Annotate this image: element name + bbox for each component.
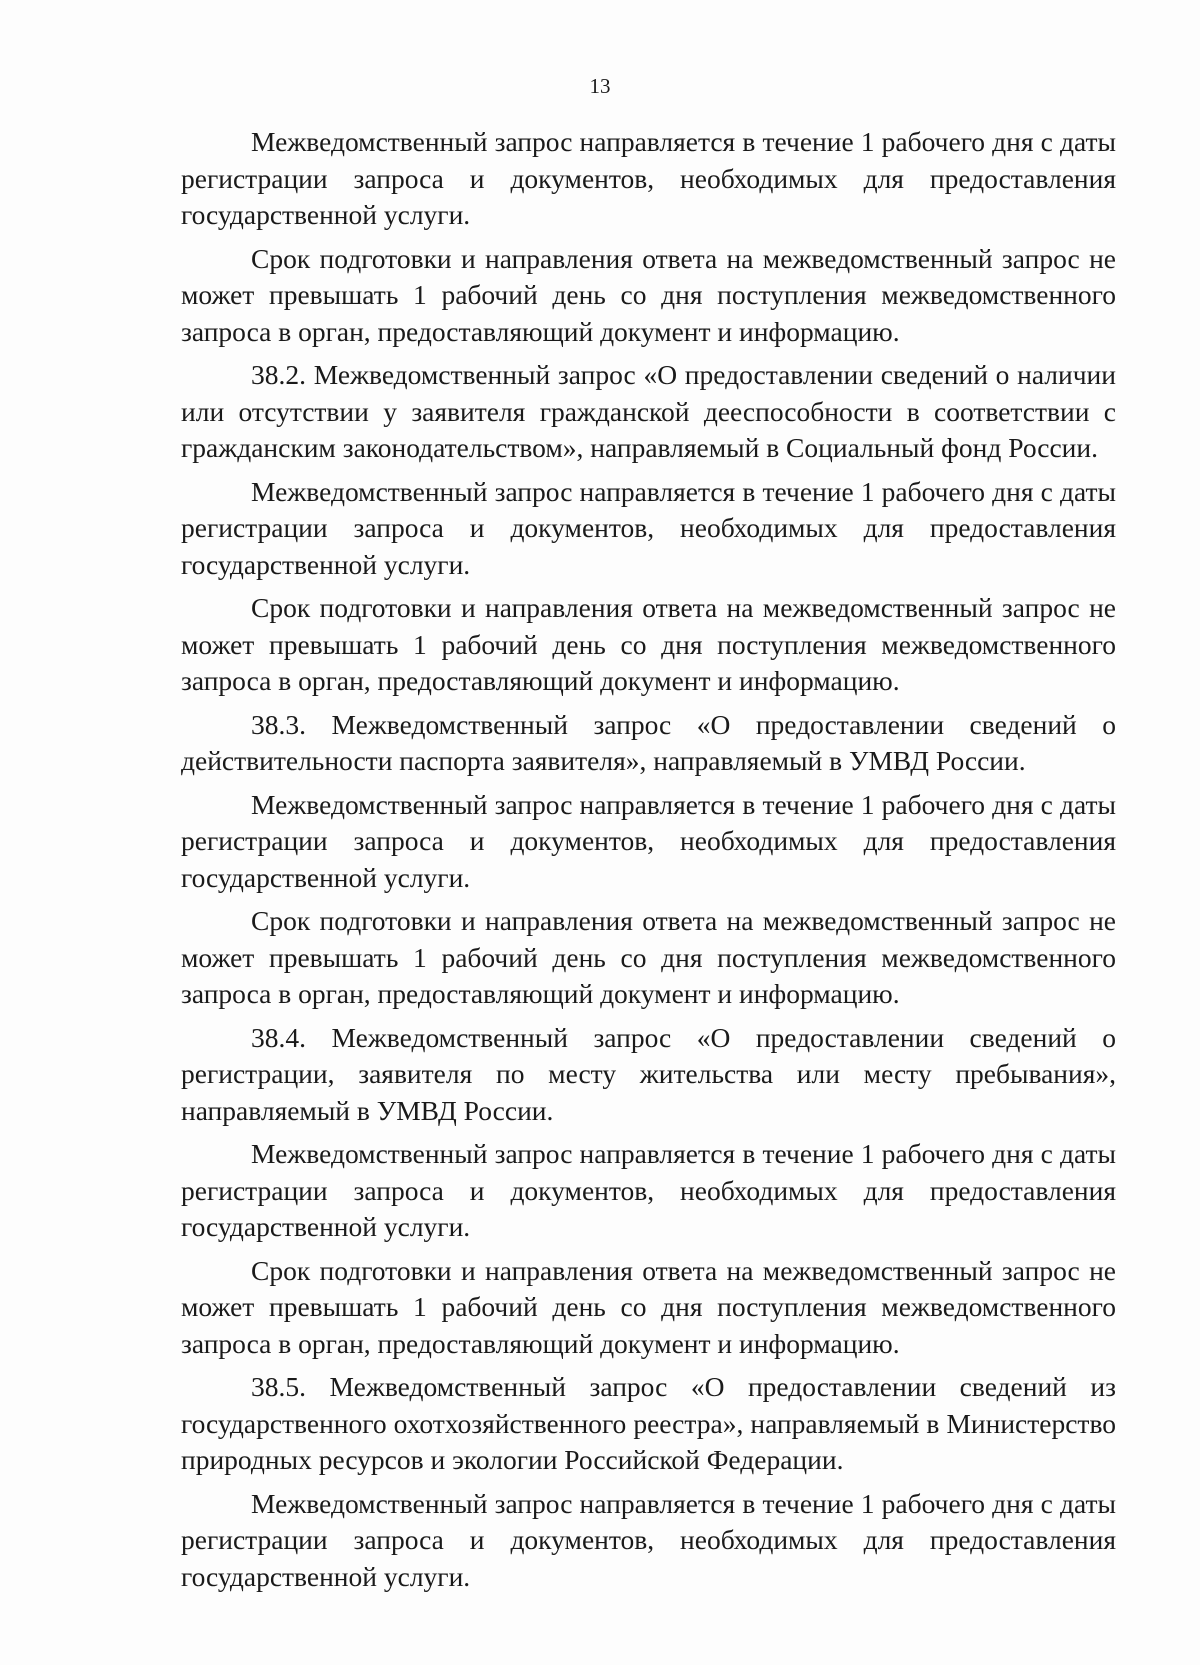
paragraph: Срок подготовки и направления ответа на межведомственный запрос не может превышать 1 рабочий день со дня поступления межведомственного запроса в орган, предоставляющий документ и информацию. xyxy=(181,1254,1116,1359)
paragraph-section-38-2: 38.2. Межведомственный запрос «О предоставлении сведений о наличии или отсутствии у заявителя гражданской дееспособности в соответствии с гражданским законодательством», направляемый в Социальный фонд России. xyxy=(181,359,1116,463)
paragraph: Межведомственный запрос направляется в течение 1 рабочего дня с даты регистрации запроса и документов, необходимых для предоставления государственной услуги. xyxy=(181,1138,1116,1242)
paragraph: Срок подготовки и направления ответа на межведомственный запрос не может превышать 1 рабочий день со дня поступления межведомственного запроса в орган, предоставляющий документ и информацию. xyxy=(181,905,1116,1009)
paragraph-section-38-5: 38.5. Межведомственный запрос «О предоставлении сведений из государственного охотхозяйственного реестра», направляемый в Министерство природных ресурсов и экологии Российской Федерации. xyxy=(181,1371,1116,1475)
paragraph: Межведомственный запрос направляется в течение 1 рабочего дня с даты регистрации запроса и документов, необходимых для предоставления государственной услуги. xyxy=(181,475,1116,580)
page-number: 13 xyxy=(589,74,611,98)
document-body xyxy=(181,124,1116,1602)
paragraph: Срок подготовки и направления ответа на межведомственный запрос не может превышать 1 рабочий день со дня поступления межведомственного запроса в орган, предоставляющий документ и информацию. xyxy=(181,592,1116,696)
paragraph-section-38-3: 38.3. Межведомственный запрос «О предоставлении сведений о действительности паспорта заявителя», направляемый в УМВД России. xyxy=(181,708,1116,776)
paragraph: Межведомственный запрос направляется в течение 1 рабочего дня с даты регистрации запроса и документов, необходимых для предоставления государственной услуги. xyxy=(181,126,1116,230)
paragraph-section-38-4: 38.4. Межведомственный запрос «О предоставлении сведений о регистрации, заявителя по месту жительства или месту пребывания», направляемый в УМВД России. xyxy=(181,1021,1116,1126)
paragraph: Срок подготовки и направления ответа на межведомственный запрос не может превышать 1 рабочий день со дня поступления межведомственного запроса в орган, предоставляющий документ и информацию. xyxy=(181,242,1116,347)
paragraph: Межведомственный запрос направляется в течение 1 рабочего дня с даты регистрации запроса и документов, необходимых для предоставления государственной услуги. xyxy=(181,1487,1116,1592)
paragraph: Межведомственный запрос направляется в течение 1 рабочего дня с даты регистрации запроса и документов, необходимых для предоставления государственной услуги. xyxy=(181,788,1116,893)
